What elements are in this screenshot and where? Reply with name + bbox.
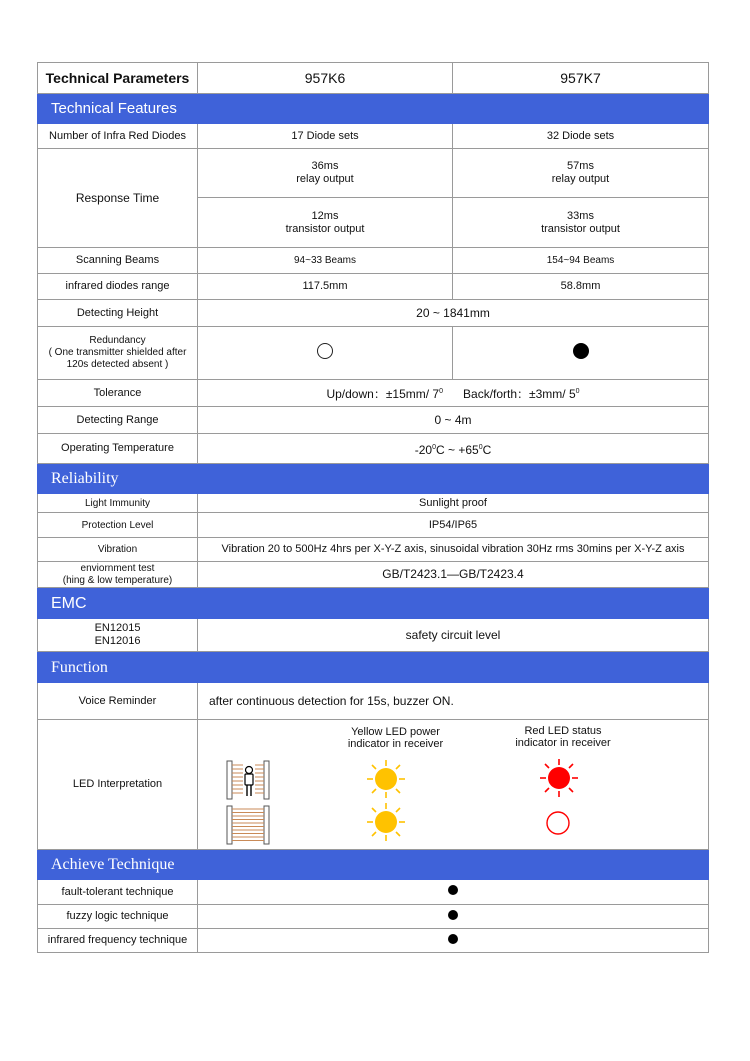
vibration-value: Vibration 20 to 500Hz 4hrs per X-Y-Z axis, sinusoidal vibration 30Hz rms 30mins per X-Y-Z axis <box>198 538 709 562</box>
redundancy-957k7 <box>453 327 709 380</box>
redundancy-note: ( One transmitter shielded after <box>48 347 187 358</box>
section-function: Function <box>38 652 709 683</box>
filled-circle-icon <box>573 343 589 359</box>
redundancy-957k6 <box>198 327 453 380</box>
emc-value: safety circuit level <box>198 619 709 652</box>
filled-dot-icon <box>448 934 458 944</box>
detecting-range-value: 0 ~ 4m <box>198 407 709 434</box>
emc-standard: EN12015 <box>94 622 141 634</box>
technique-supported <box>198 905 709 929</box>
diodes-range-957k7: 58.8mm <box>453 274 709 300</box>
redundancy-note: 120s detected absent ) <box>66 359 169 370</box>
model-957k7-header: 957K7 <box>453 63 709 94</box>
caption-line: indicator in receiver <box>515 737 611 749</box>
table-title: Technical Parameters <box>38 63 198 94</box>
temperature-label: Operating Temperature <box>38 434 198 464</box>
temperature-value <box>198 434 709 464</box>
degree-sup: 0 <box>575 388 580 395</box>
response-value: 36ms <box>311 160 339 172</box>
response-type: transistor output <box>285 222 365 235</box>
filled-dot-icon <box>448 885 458 895</box>
scanning-beams-label: Scanning Beams <box>38 248 198 274</box>
voice-reminder-value: after continuous detection for 15s, buzzer ON. <box>198 683 709 720</box>
model-957k6-header: 957K6 <box>198 63 453 94</box>
light-curtain-person-icon <box>226 760 270 800</box>
led-interpretation-label: LED Interpretation <box>38 720 198 850</box>
diodes-range-957k6: 117.5mm <box>198 274 453 300</box>
tolerance-value <box>198 380 709 407</box>
led-interpretation-panel <box>198 720 709 850</box>
emc-standard: EN12016 <box>94 635 141 647</box>
temp-high: C ~ +65 <box>435 442 479 457</box>
response-transistor-957k6 <box>198 198 453 248</box>
yellow-led-caption <box>323 726 468 750</box>
red-led-off-icon <box>543 808 573 838</box>
yellow-led-on-icon <box>366 802 406 842</box>
caption-line: Red LED status <box>524 725 602 737</box>
technique-supported <box>198 929 709 953</box>
environment-test-value: GB/T2423.1—GB/T2423.4 <box>198 562 709 588</box>
detecting-range-label: Detecting Range <box>38 407 198 434</box>
response-value: 12ms <box>311 209 339 222</box>
tolerance-label: Tolerance <box>38 380 198 407</box>
voice-reminder-label: Voice Reminder <box>38 683 198 720</box>
light-immunity-label: Light Immunity <box>38 494 198 513</box>
section-reliability: Reliability <box>38 464 709 494</box>
caption-line: Yellow LED power <box>351 726 440 738</box>
diodes-label: Number of Infra Red Diodes <box>38 124 198 149</box>
redundancy-label <box>38 327 198 380</box>
redundancy-title: Redundancy <box>89 335 146 346</box>
response-value: 57ms <box>567 160 594 172</box>
emc-standards-label <box>38 619 198 652</box>
env-title: enviornment test <box>80 562 155 574</box>
section-technical-features: Technical Features <box>38 94 709 124</box>
response-type: relay output <box>551 173 610 185</box>
temp-unit: C <box>482 442 492 457</box>
env-note: (hing & low temperature) <box>62 574 173 586</box>
open-circle-icon <box>317 343 333 359</box>
light-curtain-clear-icon <box>226 805 270 845</box>
technique-label: infrared frequency technique <box>38 929 198 953</box>
red-led-on-icon <box>539 758 579 798</box>
section-achieve-technique: Achieve Technique <box>38 850 709 880</box>
vibration-label: Vibration <box>38 538 198 562</box>
temp-low: -20 <box>414 442 433 457</box>
spec-table <box>37 62 709 953</box>
degree-sup: 0 <box>478 443 483 451</box>
protection-level-label: Protection Level <box>38 513 198 538</box>
section-emc: EMC <box>38 588 709 619</box>
response-relay-957k7 <box>453 149 709 198</box>
diodes-957k7: 32 Diode sets <box>453 124 709 149</box>
degree-sup: 0 <box>439 388 443 395</box>
detecting-height-label: Detecting Height <box>38 300 198 327</box>
response-transistor-957k7 <box>453 198 709 248</box>
technique-label: fault-tolerant technique <box>38 880 198 905</box>
response-relay-957k6 <box>198 149 453 198</box>
scanning-beams-957k7: 154~94 Beams <box>453 248 709 274</box>
technique-supported <box>198 880 709 905</box>
protection-level-value: IP54/IP65 <box>198 513 709 538</box>
detecting-height-value: 20 ~ 1841mm <box>198 300 709 327</box>
yellow-led-on-icon <box>366 759 406 799</box>
caption-line: indicator in receiver <box>347 738 444 750</box>
tolerance-updown: Up/down：±15mm/ 7 <box>326 387 440 401</box>
response-value: 33ms <box>567 209 594 222</box>
red-led-caption <box>493 725 633 749</box>
response-time-label: Response Time <box>38 149 198 248</box>
filled-dot-icon <box>448 910 458 920</box>
diodes-range-label: infrared diodes range <box>38 274 198 300</box>
environment-test-label <box>38 562 198 588</box>
diodes-957k6: 17 Diode sets <box>198 124 453 149</box>
response-type: relay output <box>296 173 354 185</box>
scanning-beams-957k6: 94~33 Beams <box>198 248 453 274</box>
technique-label: fuzzy logic technique <box>38 905 198 929</box>
light-immunity-value: Sunlight proof <box>198 494 709 513</box>
response-type: transistor output <box>541 222 620 235</box>
degree-sup: 0 <box>432 443 436 451</box>
tolerance-backforth: Back/forth：±3mm/ 5 <box>463 387 576 401</box>
